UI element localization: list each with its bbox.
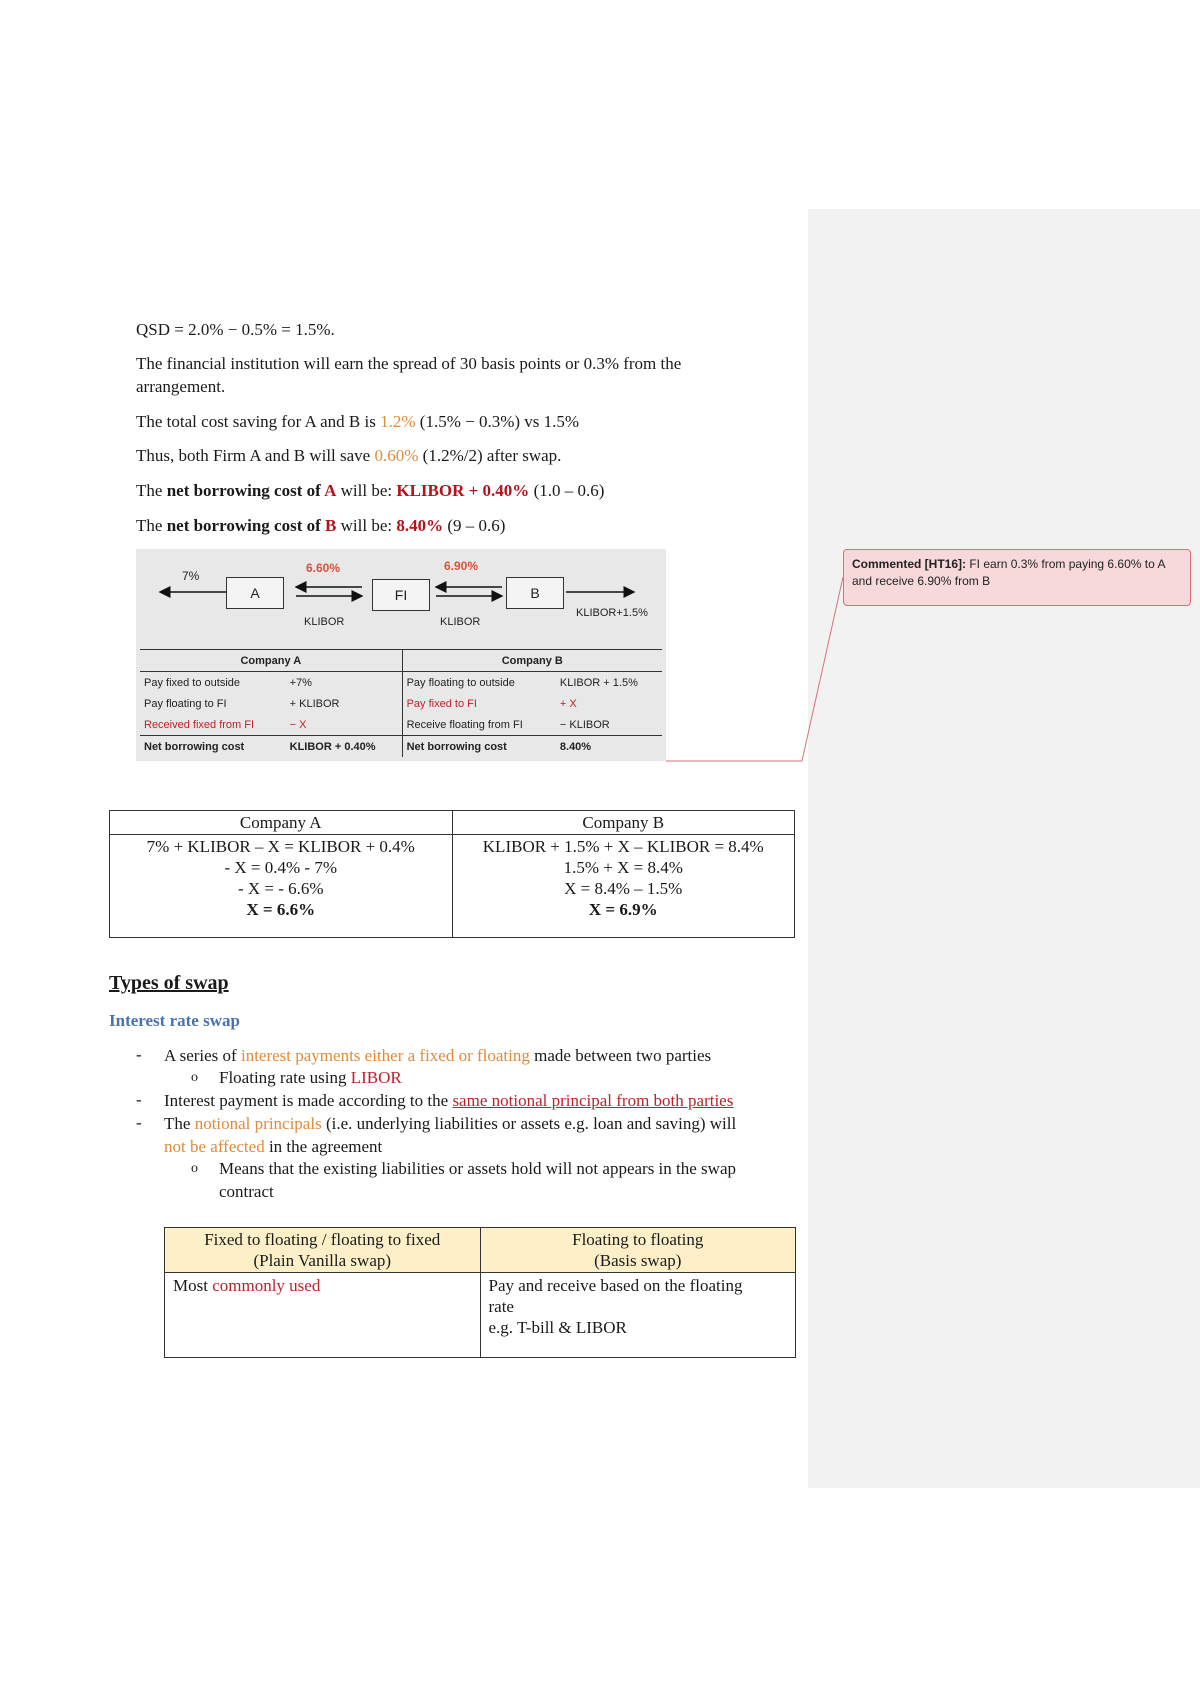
equation-line: 1.5% + X = 8.4%	[563, 858, 683, 877]
net-cost-b-line: The net borrowing cost of B will be: 8.40% (9 – 0.6)	[136, 516, 506, 535]
box-fi: FI	[372, 579, 430, 611]
solution-cell-b	[452, 835, 795, 938]
net-cost-row	[140, 736, 662, 758]
row-label: Receive floating from FI	[406, 718, 523, 731]
comment-label: Commented [HT16]:	[852, 557, 967, 571]
diagram-cost-table	[140, 649, 662, 757]
bullet-1a: Floating rate using LIBOR	[219, 1068, 402, 1087]
bullet-3-cont: not be affected in the agreement	[164, 1137, 383, 1156]
comment-balloon[interactable]	[843, 549, 1191, 606]
diagram-header-b: Company B	[402, 650, 662, 672]
row-value: + KLIBOR	[286, 693, 402, 714]
rate-b-to-fi: 6.90%	[444, 559, 479, 573]
solution-cell-a	[110, 835, 453, 938]
bullet-dash: -	[136, 1045, 142, 1064]
section-heading: Types of swap	[109, 972, 229, 994]
equation-line: KLIBOR + 1.5% + X – KLIBOR = 8.4%	[482, 837, 764, 856]
net-label-a: Net borrowing cost	[140, 736, 286, 758]
types-header-2: Floating to floating (Basis swap)	[480, 1228, 796, 1273]
equation-line: X = 8.4% – 1.5%	[564, 879, 683, 898]
bullet-2: Interest payment is made according to the same notional principal from both parties	[164, 1091, 734, 1110]
types-cell-1: Most commonly used	[165, 1273, 481, 1358]
bullet-circle: o	[191, 1161, 198, 1176]
row-value: KLIBOR + 1.5%	[559, 676, 638, 689]
klibor-outside-b: KLIBOR+1.5%	[576, 607, 648, 619]
total-saving-line: The total cost saving for A and B is 1.2% (1.5% − 0.3%) vs 1.5%	[136, 412, 580, 431]
solution-header-a: Company A	[110, 811, 453, 835]
bullet-3: The notional principals (i.e. underlying liabilities or assets e.g. loan and saving) will	[164, 1114, 737, 1133]
both-save-line: Thus, both Firm A and B will save 0.60% (1.2%/2) after swap.	[136, 446, 562, 465]
row-label: Received fixed from FI	[144, 718, 255, 731]
types-cell-2: Pay and receive based on the floating rate e.g. T-bill & LIBOR	[480, 1273, 796, 1358]
rate-fi-to-a: 6.60%	[306, 561, 341, 575]
row-label: Pay floating to FI	[144, 697, 227, 710]
bullet-3a: Means that the existing liabilities or assets hold will not appears in the swap	[219, 1159, 736, 1178]
bullet-circle: o	[191, 1070, 198, 1085]
net-label-b: Net borrowing cost	[402, 736, 556, 758]
table-row	[140, 672, 662, 694]
equation-line: - X = - 6.6%	[237, 879, 324, 898]
bullet-dash: -	[136, 1113, 142, 1132]
row-value: − KLIBOR	[559, 718, 610, 731]
klibor-label-a: KLIBOR	[304, 616, 345, 628]
equation-result: X = 6.9%	[588, 900, 658, 919]
row-value: +7%	[286, 672, 402, 694]
comment-text: FI earn 0.3% from paying 6.60% to A and receive 6.90% from B	[852, 557, 1165, 588]
qsd-line: QSD = 2.0% − 0.5% = 1.5%.	[136, 320, 335, 339]
swap-types-table	[164, 1227, 796, 1358]
diagram-header-a: Company A	[140, 650, 402, 672]
solution-table	[109, 810, 795, 938]
table-row	[140, 714, 662, 736]
section-subheading: Interest rate swap	[109, 1011, 240, 1030]
row-value: + X	[559, 697, 577, 710]
types-header-1: Fixed to floating / floating to fixed (Plain Vanilla swap)	[165, 1228, 481, 1273]
bullet-1: A series of interest payments either a fixed or floating made between two parties	[164, 1046, 712, 1065]
comment-margin-pane	[808, 209, 1200, 1488]
klibor-label-b: KLIBOR	[440, 616, 481, 628]
box-company-a: A	[226, 577, 284, 609]
row-value: − X	[286, 714, 402, 736]
rate-outside-a: 7%	[182, 569, 200, 583]
row-label: Pay fixed to FI	[406, 697, 477, 710]
bullet-dash: -	[136, 1090, 142, 1109]
solution-header-b: Company B	[452, 811, 795, 835]
net-value-a: KLIBOR + 0.40%	[286, 736, 402, 758]
fi-spread-paragraph: The financial institution will earn the spread of 30 basis points or 0.3% from the arrangement.	[136, 354, 682, 396]
box-company-b: B	[506, 577, 564, 609]
row-label: Pay floating to outside	[406, 676, 515, 689]
equation-result: X = 6.6%	[246, 900, 316, 919]
bullet-3a-cont: contract	[219, 1182, 274, 1201]
equation-line: 7% + KLIBOR – X = KLIBOR + 0.4%	[146, 837, 415, 856]
equation-line: - X = 0.4% - 7%	[224, 858, 337, 877]
table-row	[140, 693, 662, 714]
row-label: Pay fixed to outside	[144, 676, 241, 689]
swap-diagram-image	[136, 549, 666, 761]
net-cost-a-line: The net borrowing cost of A will be: KLIBOR + 0.40% (1.0 – 0.6)	[136, 481, 605, 500]
net-value-b: 8.40%	[556, 736, 662, 758]
